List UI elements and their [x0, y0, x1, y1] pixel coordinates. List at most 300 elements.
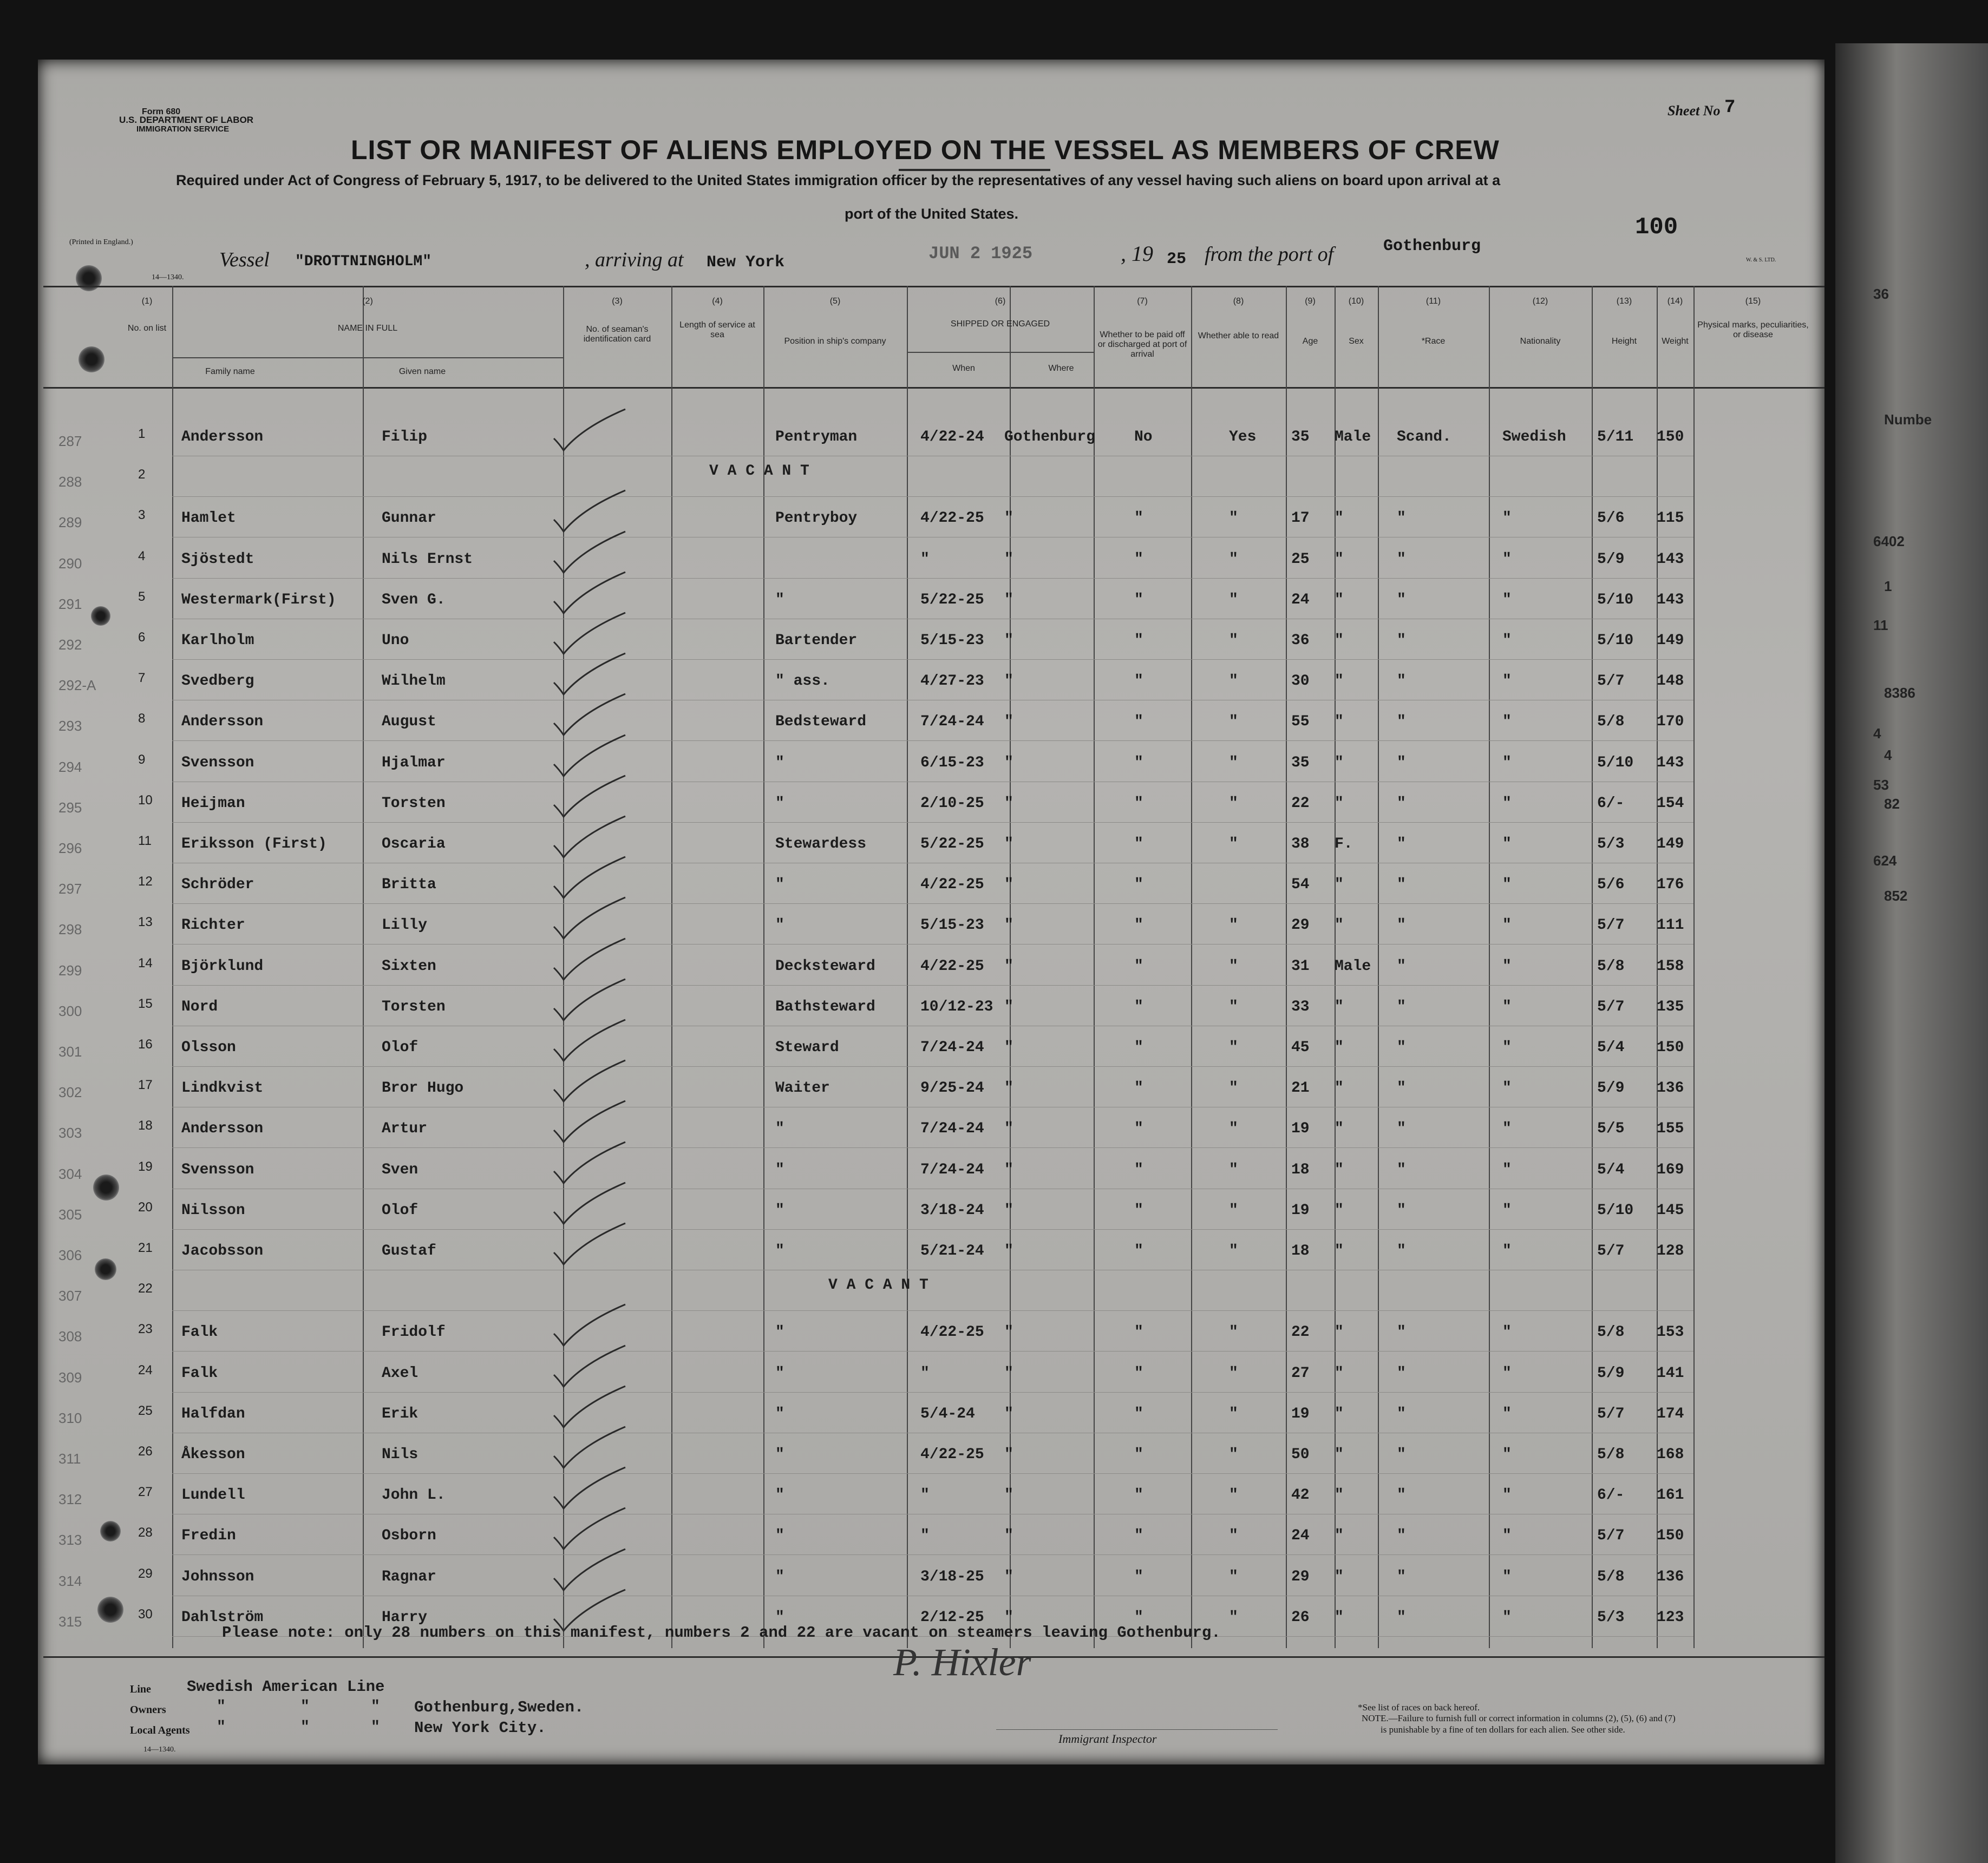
- column-label: Sex: [1349, 337, 1364, 346]
- family-name: Falk: [181, 1324, 218, 1341]
- sex: ": [1335, 1080, 1344, 1097]
- paid-off: ": [1134, 876, 1143, 894]
- shipped-when: 7/24-24: [920, 1039, 984, 1056]
- weight: 149: [1657, 632, 1684, 649]
- shipped-when: ": [920, 1527, 930, 1545]
- able-to-read: ": [1229, 1161, 1238, 1178]
- sex: ": [1335, 713, 1344, 731]
- position: ": [775, 1568, 784, 1585]
- line-label: Line: [130, 1683, 151, 1695]
- shipped-where: ": [1004, 836, 1013, 852]
- shipped-where: ": [1004, 510, 1013, 527]
- row-number: 27: [138, 1485, 153, 1500]
- pencil-number: 292: [58, 637, 82, 653]
- nationality: ": [1502, 510, 1512, 527]
- row-number: 6: [138, 630, 146, 645]
- weight: 161: [1657, 1487, 1684, 1504]
- able-to-read: ": [1229, 673, 1238, 690]
- race: ": [1397, 1039, 1406, 1056]
- shipped-when: 5/21-24: [920, 1243, 984, 1260]
- position: ": [775, 1365, 784, 1382]
- shipped-where: ": [1004, 1039, 1013, 1056]
- owners-ditto-1: ": [217, 1698, 226, 1715]
- race: ": [1397, 673, 1406, 690]
- row-number: 25: [138, 1403, 153, 1418]
- race: Scand.: [1397, 429, 1451, 445]
- row-number: 4: [138, 548, 146, 563]
- nationality: ": [1502, 1487, 1512, 1504]
- column-label: No. on list: [127, 324, 167, 333]
- shipped-subhead-rule: [907, 352, 1094, 353]
- age: 35: [1291, 429, 1310, 445]
- nationality: ": [1502, 550, 1512, 568]
- shipped-where: ": [1004, 1365, 1013, 1382]
- position: Bartender: [775, 632, 858, 649]
- signature-line: [996, 1729, 1278, 1730]
- column-label: Physical marks, peculiarities, or disease: [1697, 320, 1809, 339]
- paid-off: ": [1134, 1120, 1143, 1138]
- paid-off: ": [1134, 1039, 1143, 1056]
- sex: ": [1335, 1161, 1344, 1178]
- weight: 148: [1657, 673, 1684, 690]
- age: 18: [1291, 1161, 1310, 1178]
- column-number: (13): [1616, 297, 1632, 306]
- given-name: Torsten: [382, 998, 446, 1015]
- row-number: 24: [138, 1362, 153, 1377]
- age: 42: [1291, 1487, 1310, 1504]
- age: 33: [1291, 998, 1310, 1015]
- weight: 136: [1657, 1080, 1684, 1097]
- column-label: Weight: [1662, 337, 1689, 346]
- family-name: Lindkvist: [181, 1080, 264, 1097]
- given-name: Britta: [382, 876, 436, 894]
- pencil-number: 295: [58, 799, 82, 816]
- column-number: (14): [1667, 297, 1683, 306]
- pencil-number: 299: [58, 962, 82, 979]
- row-number: 22: [138, 1281, 153, 1296]
- column-number: (12): [1532, 297, 1548, 306]
- shipped-where: ": [1004, 673, 1013, 690]
- column-label: *Race: [1421, 337, 1446, 346]
- height: 5/8: [1597, 1568, 1625, 1585]
- paid-off: ": [1134, 1365, 1143, 1382]
- column-divider: [1378, 286, 1379, 1648]
- position: Stewardess: [775, 836, 867, 852]
- able-to-read: ": [1229, 550, 1238, 568]
- shipped-when: 2/10-25: [920, 795, 984, 812]
- race: ": [1397, 1568, 1406, 1585]
- given-name: Ragnar: [382, 1568, 436, 1585]
- weight: 128: [1657, 1243, 1684, 1260]
- given-name: Sven: [382, 1161, 418, 1178]
- margin-fragment: Numbe: [1884, 411, 1932, 428]
- row-number: 26: [138, 1444, 153, 1459]
- adjacent-page-strip: [1835, 43, 1988, 1863]
- pencil-number: 301: [58, 1044, 82, 1060]
- pencil-number: 300: [58, 1002, 82, 1019]
- column-label: Age: [1302, 337, 1318, 346]
- from-port-label: from the port of: [1205, 243, 1334, 266]
- margin-fragment: 11: [1873, 617, 1888, 633]
- title-underline: [899, 169, 1050, 171]
- row-rule: [172, 1473, 1693, 1474]
- column-divider: [763, 286, 764, 1648]
- arriving-label: , arriving at: [585, 248, 684, 271]
- age: 22: [1291, 1324, 1310, 1341]
- able-to-read: ": [1229, 957, 1238, 975]
- agents-ditto-2: ": [300, 1719, 310, 1736]
- position: ": [775, 917, 784, 934]
- sex: ": [1335, 1324, 1344, 1341]
- family-name: Nilsson: [181, 1202, 245, 1219]
- age: 26: [1291, 1609, 1310, 1626]
- shipped-when: 4/22-25: [920, 510, 984, 527]
- row-number: 2: [138, 467, 146, 482]
- row-number: 28: [138, 1525, 153, 1540]
- position: ": [775, 1161, 784, 1178]
- column-label: No. of seaman's identification card: [583, 325, 651, 344]
- form-service: IMMIGRATION SERVICE: [136, 124, 230, 134]
- binder-hole: [79, 346, 104, 372]
- weight: 141: [1657, 1365, 1684, 1382]
- age: 45: [1291, 1039, 1310, 1056]
- sex: Male: [1335, 957, 1371, 975]
- column-subheading: Where: [1048, 364, 1074, 373]
- position: Pentryman: [775, 429, 858, 445]
- pencil-number: 288: [58, 474, 82, 490]
- able-to-read: ": [1229, 1446, 1238, 1463]
- pencil-number: 306: [58, 1247, 82, 1263]
- sex: ": [1335, 1039, 1344, 1056]
- weight: 150: [1657, 429, 1684, 445]
- family-name: Svedberg: [181, 673, 254, 690]
- nationality: ": [1502, 1080, 1512, 1097]
- nationality: ": [1502, 1405, 1512, 1422]
- vacant-label: V A C A N T: [709, 463, 809, 480]
- age: 18: [1291, 1243, 1310, 1260]
- position: " ass.: [775, 673, 830, 690]
- column-label: Position in ship's company: [784, 337, 886, 346]
- race: ": [1397, 1609, 1406, 1626]
- nationality: ": [1502, 957, 1512, 975]
- shipped-where: ": [1004, 591, 1013, 608]
- given-name: Gunnar: [382, 510, 436, 527]
- table-header-rule: [43, 387, 1824, 389]
- binder-hole: [95, 1258, 116, 1280]
- position: Bathsteward: [775, 998, 875, 1015]
- given-name: Filip: [382, 429, 428, 445]
- row-rule: [172, 985, 1693, 986]
- race: ": [1397, 795, 1406, 812]
- paid-off: ": [1134, 510, 1143, 527]
- shipped-where: ": [1004, 957, 1013, 975]
- sheet-number: 7: [1724, 97, 1736, 118]
- pencil-number: 310: [58, 1409, 82, 1426]
- weight: 143: [1657, 754, 1684, 771]
- row-number: 3: [138, 508, 146, 523]
- age: 19: [1291, 1405, 1310, 1422]
- position: ": [775, 1405, 784, 1422]
- given-name: John L.: [382, 1487, 446, 1504]
- column-divider: [671, 286, 672, 1648]
- shipped-where: ": [1004, 754, 1013, 771]
- age: 25: [1291, 550, 1310, 568]
- race: ": [1397, 591, 1406, 608]
- position: ": [775, 795, 784, 812]
- margin-fragment: 624: [1873, 852, 1897, 869]
- nationality: ": [1502, 836, 1512, 852]
- sex: ": [1335, 673, 1344, 690]
- position: ": [775, 1487, 784, 1504]
- pencil-number: 287: [58, 433, 82, 449]
- family-name: Andersson: [181, 1120, 264, 1138]
- column-number: (6): [995, 297, 1006, 306]
- able-to-read: ": [1229, 998, 1238, 1015]
- age: 30: [1291, 673, 1310, 690]
- row-rule: [172, 1147, 1693, 1148]
- family-name: Andersson: [181, 429, 264, 445]
- inspector-label: Immigrant Inspector: [1058, 1732, 1157, 1746]
- age: 22: [1291, 795, 1310, 812]
- given-name: Hjalmar: [382, 754, 446, 771]
- weight: 150: [1657, 1527, 1684, 1545]
- shipped-when: 5/22-25: [920, 591, 984, 608]
- able-to-read: ": [1229, 632, 1238, 649]
- shipped-where: ": [1004, 1609, 1013, 1626]
- table-top-rule: [43, 286, 1824, 287]
- given-name: Axel: [382, 1365, 418, 1382]
- owners-label: Owners: [130, 1704, 166, 1716]
- family-name: Sjöstedt: [181, 550, 254, 568]
- binder-hole: [93, 1175, 119, 1201]
- weight: 176: [1657, 876, 1684, 894]
- row-rule: [172, 1310, 1693, 1311]
- column-divider: [1191, 286, 1192, 1648]
- row-number: 14: [138, 955, 153, 970]
- nationality: Swedish: [1502, 429, 1566, 445]
- pencil-number: 296: [58, 840, 82, 856]
- nationality: ": [1502, 1609, 1512, 1626]
- column-number: (8): [1233, 297, 1244, 306]
- column-number: (3): [612, 297, 623, 306]
- sex: ": [1335, 754, 1344, 771]
- height: 5/9: [1597, 1080, 1625, 1097]
- family-name: Halfdan: [181, 1405, 245, 1422]
- family-name: Hamlet: [181, 510, 236, 527]
- paid-off: ": [1134, 1609, 1143, 1626]
- position: ": [775, 1446, 784, 1463]
- family-name: Lundell: [181, 1487, 245, 1504]
- position: ": [775, 1527, 784, 1545]
- pencil-number: 315: [58, 1613, 82, 1630]
- nationality: ": [1502, 876, 1512, 894]
- shipped-when: 7/24-24: [920, 1161, 984, 1178]
- sex: ": [1335, 1487, 1344, 1504]
- paid-off: ": [1134, 550, 1143, 568]
- binder-hole: [97, 1597, 123, 1623]
- sex: ": [1335, 998, 1344, 1015]
- family-name: Svensson: [181, 1161, 254, 1178]
- able-to-read: ": [1229, 1405, 1238, 1422]
- sex: ": [1335, 632, 1344, 649]
- fine-note-2: is punishable by a fine of ten dollars for each alien. See other side.: [1381, 1724, 1625, 1735]
- paid-off: ": [1134, 1161, 1143, 1178]
- paid-off: ": [1134, 1446, 1143, 1463]
- paid-off: ": [1134, 1243, 1143, 1260]
- column-divider: [1489, 286, 1490, 1648]
- height: 5/10: [1597, 632, 1634, 649]
- race: ": [1397, 917, 1406, 934]
- row-rule: [172, 578, 1693, 579]
- row-rule: [172, 1392, 1693, 1393]
- age: 24: [1291, 591, 1310, 608]
- race: ": [1397, 836, 1406, 852]
- pencil-number: 298: [58, 921, 82, 938]
- nationality: ": [1502, 591, 1512, 608]
- arrival-port: New York: [707, 253, 785, 272]
- weight: 154: [1657, 795, 1684, 812]
- check-mark-icon: [550, 1220, 631, 1269]
- column-divider: [907, 286, 908, 1648]
- race: ": [1397, 998, 1406, 1015]
- paid-off: ": [1134, 1202, 1143, 1219]
- column-divider: [363, 286, 364, 1648]
- paid-off: ": [1134, 754, 1143, 771]
- height: 5/8: [1597, 1446, 1625, 1463]
- height: 5/6: [1597, 876, 1625, 894]
- weight: 123: [1657, 1609, 1684, 1626]
- form-code-bottom: 14—1340.: [143, 1746, 176, 1754]
- weight: 111: [1657, 917, 1684, 934]
- nationality: ": [1502, 1243, 1512, 1260]
- sex: ": [1335, 1527, 1344, 1545]
- shipped-when: 4/22-25: [920, 957, 984, 975]
- able-to-read: ": [1229, 1080, 1238, 1097]
- pencil-number: 292-A: [58, 677, 96, 694]
- paid-off: ": [1134, 1324, 1143, 1341]
- given-name: Olof: [382, 1039, 418, 1056]
- sex: ": [1335, 1609, 1344, 1626]
- given-name: August: [382, 713, 436, 731]
- column-subheading: Family name: [205, 367, 255, 376]
- able-to-read: ": [1229, 1568, 1238, 1585]
- row-rule: [172, 1554, 1693, 1555]
- given-name: Sixten: [382, 957, 436, 975]
- shipped-where: ": [1004, 550, 1013, 568]
- family-name: Karlholm: [181, 632, 254, 649]
- vessel-name: "DROTTNINGHOLM": [295, 253, 432, 270]
- shipped-where: ": [1004, 876, 1013, 894]
- position: ": [775, 754, 784, 771]
- shipped-where: ": [1004, 1120, 1013, 1138]
- height: 5/11: [1597, 429, 1634, 445]
- row-number: 12: [138, 874, 153, 889]
- height: 5/3: [1597, 1609, 1625, 1626]
- column-number: (11): [1425, 297, 1441, 306]
- weight: 143: [1657, 550, 1684, 568]
- pencil-number: 307: [58, 1288, 82, 1304]
- pencil-number: 313: [58, 1532, 82, 1549]
- weight: 155: [1657, 1120, 1684, 1138]
- page-stamp: 100: [1635, 214, 1678, 241]
- family-name: Heijman: [181, 795, 245, 812]
- family-name: Johnsson: [181, 1568, 254, 1585]
- position: ": [775, 1202, 784, 1219]
- position: ": [775, 1243, 784, 1260]
- height: 5/7: [1597, 673, 1625, 690]
- shipped-where: ": [1004, 795, 1013, 812]
- position: ": [775, 1609, 784, 1626]
- pencil-number: 291: [58, 595, 82, 612]
- able-to-read: ": [1229, 1120, 1238, 1138]
- margin-fragment: 852: [1884, 888, 1908, 904]
- height: 5/3: [1597, 836, 1625, 852]
- height: 5/7: [1597, 1527, 1625, 1545]
- row-number: 30: [138, 1606, 153, 1622]
- height: 5/4: [1597, 1039, 1625, 1056]
- able-to-read: ": [1229, 1527, 1238, 1545]
- vacant-label: V A C A N T: [828, 1277, 928, 1294]
- signature: P. Hixler: [893, 1641, 1031, 1684]
- pencil-number: 293: [58, 718, 82, 734]
- paid-off: ": [1134, 713, 1143, 731]
- age: 50: [1291, 1446, 1310, 1463]
- race: ": [1397, 632, 1406, 649]
- position: ": [775, 1120, 784, 1138]
- shipped-when: 2/12-25: [920, 1609, 984, 1626]
- shipped-when: 4/22-25: [920, 1324, 984, 1341]
- family-name: Eriksson (First): [181, 836, 327, 852]
- row-number: 15: [138, 996, 153, 1011]
- margin-fragment: 53: [1873, 777, 1889, 793]
- page-title: LIST OR MANIFEST OF ALIENS EMPLOYED ON THE VESSEL AS MEMBERS OF CREW: [351, 135, 1500, 165]
- weight: 169: [1657, 1161, 1684, 1178]
- pencil-number: 309: [58, 1369, 82, 1386]
- row-number: 19: [138, 1159, 153, 1174]
- given-name: Torsten: [382, 795, 446, 812]
- row-rule: [172, 1351, 1693, 1352]
- given-name: Lilly: [382, 917, 428, 934]
- paid-off: ": [1134, 1527, 1143, 1545]
- manifest-note: Please note: only 28 numbers on this manifest, numbers 2 and 22 are vacant on steamers leaving Gothenburg.: [222, 1624, 1221, 1642]
- owners-ditto-3: ": [371, 1698, 380, 1715]
- weight: 150: [1657, 1039, 1684, 1056]
- race: ": [1397, 1080, 1406, 1097]
- agents-ditto-1: ": [217, 1719, 226, 1736]
- shipped-when: 4/22-25: [920, 876, 984, 894]
- arrival-date-stamp: JUN 2 1925: [928, 244, 1033, 264]
- family-name: Svensson: [181, 754, 254, 771]
- column-label: SHIPPED OR ENGAGED: [950, 319, 1050, 329]
- height: 5/10: [1597, 754, 1634, 771]
- age: 36: [1291, 632, 1310, 649]
- family-name: Westermark(First): [181, 591, 336, 608]
- able-to-read: ": [1229, 1243, 1238, 1260]
- race: ": [1397, 876, 1406, 894]
- position: Bedsteward: [775, 713, 867, 731]
- race: ": [1397, 550, 1406, 568]
- pencil-number: 311: [58, 1451, 81, 1467]
- height: 5/8: [1597, 957, 1625, 975]
- manifest-sheet: [38, 60, 1824, 1764]
- shipped-when: 4/22-24: [920, 429, 984, 445]
- row-number: 21: [138, 1241, 153, 1255]
- shipped-where: ": [1004, 1161, 1013, 1178]
- check-mark-icon: [550, 406, 631, 455]
- shipped-when: ": [920, 550, 930, 568]
- given-name: Bror Hugo: [382, 1080, 464, 1097]
- shipped-when: 5/15-23: [920, 632, 984, 649]
